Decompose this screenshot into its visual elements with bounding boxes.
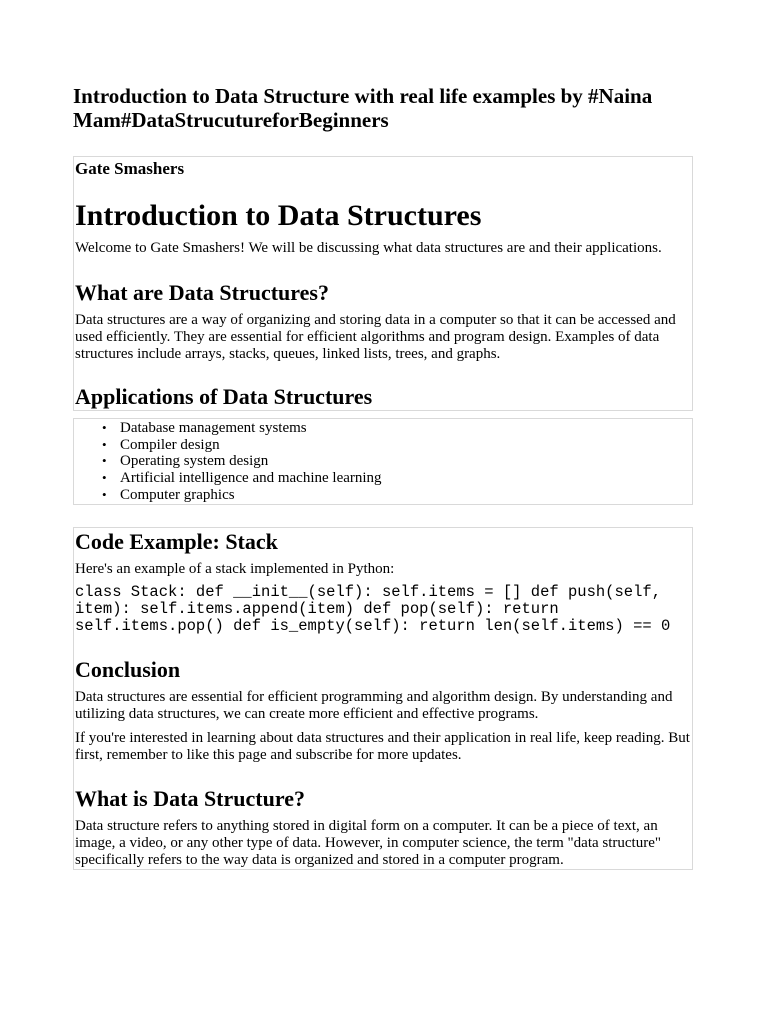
code-and-conclusion-section [73,527,693,870]
code-example-heading: Code Example: Stack [75,529,278,554]
bullet-icon: • [102,453,107,469]
applications-list-box [73,418,693,505]
list-item-text: Computer graphics [120,486,235,503]
conclusion-heading: Conclusion [75,657,181,682]
what-paragraph: Data structures are a way of organizing and storing data in a computer so that it can be accessed and used efficiently. They are essential for efficient algorithms and program design. Examples of data structures include arrays, stacks, queues, linked lists, trees, and graphs. [75,312,676,362]
list-item [102,453,382,470]
applications-heading: Applications of Data Structures [75,384,373,409]
list-item-text: Database management systems [120,420,307,436]
what-is-paragraph: Data structure refers to anything stored in digital form on a computer. It can be a piece of text, an image, a video, or any other type of data. However, in computer science, the term "data structure" specifically refers to the way data is organized and stored in a computer program. [75,818,662,868]
channel-name: Gate Smashers [75,159,185,178]
code-intro-paragraph: Here's an example of a stack implemented in Python: [75,561,395,577]
document-title: Introduction to Data Structure with real life examples by #Naina Mam#DataStrucutureforBeginners [73,84,653,132]
applications-list [102,420,382,504]
list-item-text: Artificial intelligence and machine learning [120,470,382,487]
code-block: class Stack: def __init__(self): self.items = [] def push(self, item): self.items.append(item) def pop(self): return self.items.pop() def is_empty(self): return len(self.items) == 0 [75,583,671,635]
list-item [102,420,382,437]
bullet-icon: • [102,420,107,435]
list-item [102,470,382,487]
conclusion-paragraph: Data structures are essential for efficient programming and algorithm design. By understanding and utilizing data structures, we can create more efficient and effective programs. [75,689,673,722]
intro-section [73,156,693,411]
list-item-text: Compiler design [120,436,220,453]
bullet-icon: • [102,436,107,452]
bullet-icon: • [102,470,107,486]
what-is-heading: What is Data Structure? [75,786,305,811]
intro-paragraph: Welcome to Gate Smashers! We will be discussing what data structures are and their applications. [75,240,662,256]
list-item [102,487,382,504]
what-heading: What are Data Structures? [75,280,329,305]
bullet-icon: • [102,486,107,502]
main-heading: Introduction to Data Structures [75,199,482,232]
interest-paragraph: If you're interested in learning about data structures and their application in real life, keep reading. But first, remember to like this page and subscribe for more updates. [75,730,690,763]
list-item [102,437,382,454]
list-item-text: Operating system design [120,453,269,470]
